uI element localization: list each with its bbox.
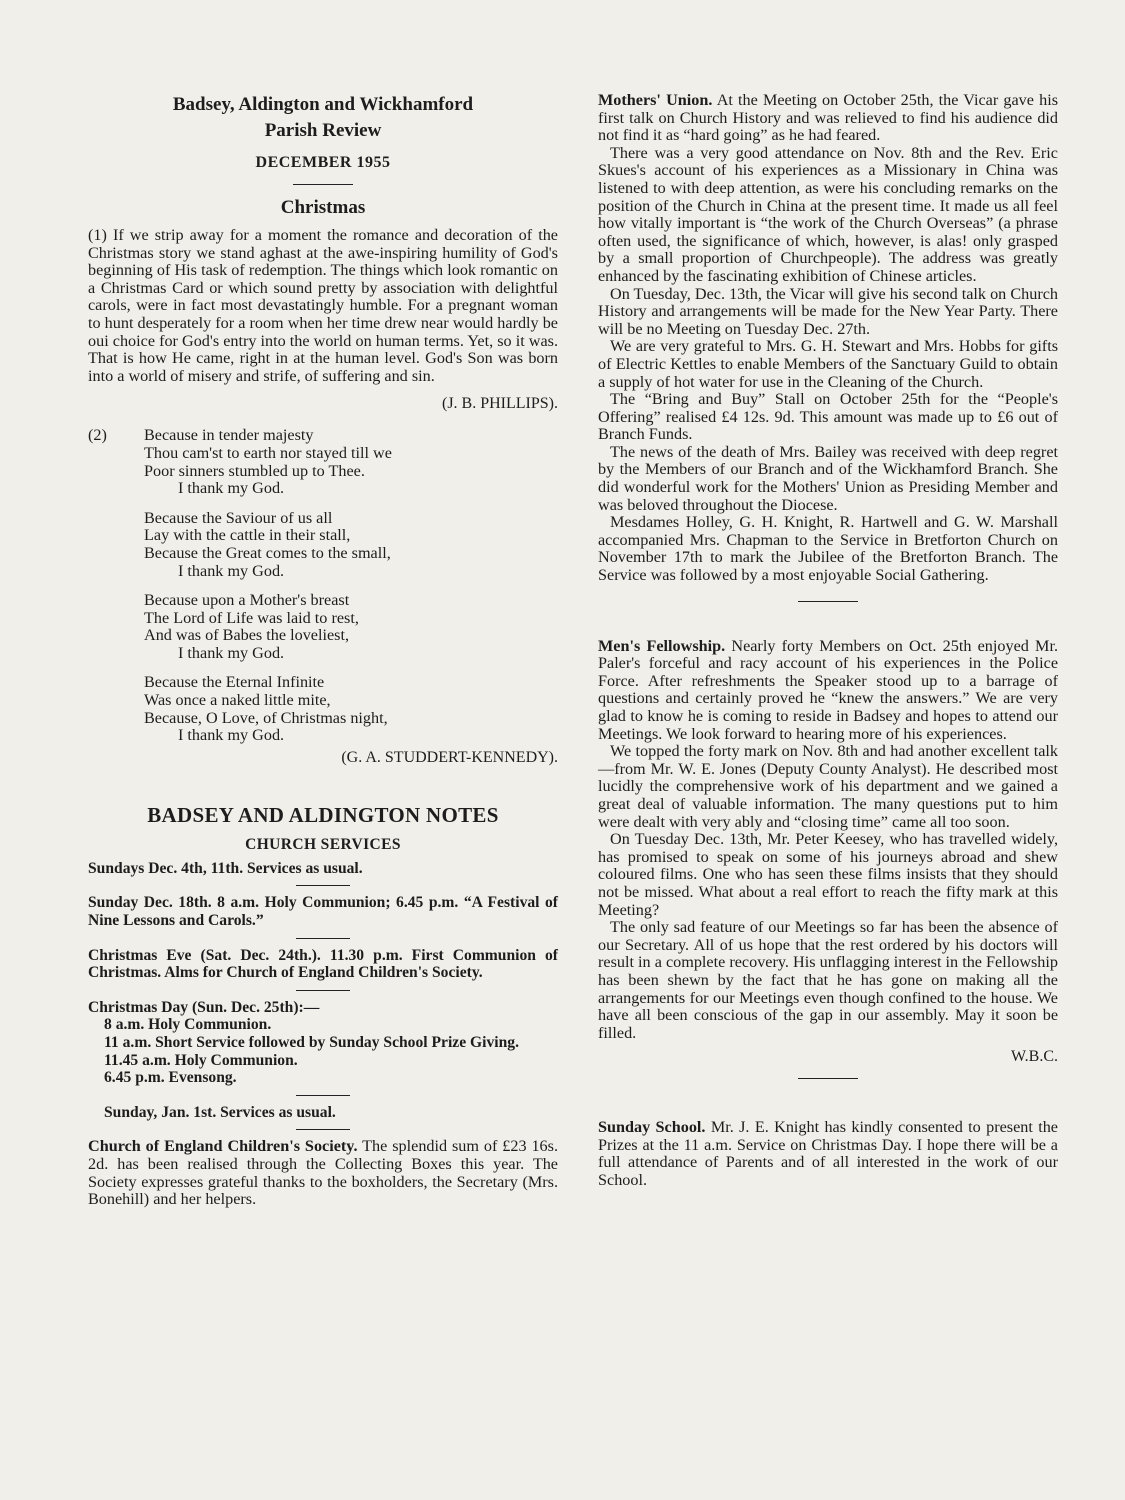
- poem-stanza: [144, 427, 392, 497]
- service-item: 8 a.m. Holy Communion.: [104, 1016, 272, 1034]
- poem-refrain: I thank my God.: [178, 726, 285, 745]
- poem-line: Because upon a Mother's breast: [144, 591, 350, 610]
- mothers-union-text: At the Meeting on October 25th, the Vicar gave his first talk on Church History and was relieved to find his audience did not find it as “hard going” as he had feared.: [598, 91, 1059, 145]
- christmas-paragraph: (1) If we strip away for a moment the romance and decoration of the Christmas story we stand aghast at the awe-inspiring humility of God's beginning of His task of redemption. The things which look romantic on a Christmas Card or which sound pretty by association with delightful carols, were in fact most devastatingly humble. For a pregnant woman to hunt desperately for a room when her time drew near would hardly be oui choice for God's entry into the world on human terms. Yet, so it was. That is how He came, right in at the human level. God's Son was born into a world of misery and strife, of suffering and sin.: [88, 226, 558, 385]
- mothers-union-para: [598, 92, 1058, 145]
- masthead-title-line1: Badsey, Aldington and Wickhamford: [172, 94, 474, 115]
- mens-fellowship-lead: Men's Fellowship.: [598, 636, 726, 655]
- poem-stanza: [144, 592, 392, 662]
- childrens-society-text: The splendid sum of £23 16s. 2d. has been realised through the Collecting Boxes this year. The Society expresses grateful thanks to the boxholders, the Secretary (Mrs. Bonehill) and her helpers.: [88, 1137, 558, 1209]
- notes-heading: BADSEY AND ALDINGTON NOTES: [147, 802, 499, 827]
- mothers-union-lead: Mothers' Union.: [598, 91, 713, 109]
- service-item: 11 a.m. Short Service followed by Sunday School Prize Giving.: [104, 1034, 519, 1051]
- poem-refrain: I thank my God.: [178, 479, 285, 498]
- signoff: W.B.C.: [1011, 1048, 1058, 1066]
- christmas-heading: Christmas: [280, 197, 366, 218]
- left-column: [88, 92, 558, 1209]
- service-item: 11.45 a.m. Holy Communion.: [104, 1051, 298, 1069]
- mens-fellowship-text: Nearly forty Members on Oct. 25th enjoyed Mr. Paler's forceful and racy account of his experiences in the Police Force. After refreshments the Speaker stood up to a barrage of questions and certainly proved he “knew the answers.” We are very glad to know he is coming to reside in Badsey and hopes to attend our Meetings. We look forward to hearing more of his experiences.: [598, 636, 1058, 743]
- mothers-union-para: The news of the death of Mrs. Bailey was received with deep regret by the Members of our Branch and of the Wickhamford Branch. She did wonderful work for the Mothers' Union as Presiding Member and was beloved throughout the Diocese.: [598, 442, 1058, 514]
- church-services-heading: CHURCH SERVICES: [245, 835, 401, 853]
- service-entry: Sunday, Jan. 1st. Services as usual.: [104, 1103, 336, 1121]
- phillips-attribution: (J. B. PHILLIPS).: [441, 395, 558, 413]
- divider: [296, 1129, 350, 1130]
- poem-refrain: I thank my God.: [178, 561, 285, 580]
- sunday-school-text: Mr. J. E. Knight has kindly consented to present the Prizes at the 11 a.m. Service on Christmas Day. I hope there will be a full attendance of Parents and of all interested in the work of our School.: [598, 1118, 1058, 1190]
- poem-number: (2): [88, 426, 107, 445]
- divider: [798, 1078, 858, 1079]
- mothers-union-para: On Tuesday, Dec. 13th, the Vicar will give his second talk on Church History and arrangements will be made for the New Year Party. There will be no Meeting on Tuesday Dec. 27th.: [598, 284, 1058, 338]
- sunday-school-lead: Sunday School.: [598, 1118, 706, 1137]
- childrens-society-lead: Church of England Children's Society.: [88, 1137, 358, 1156]
- poem-line: Poor sinners stumbled up to Thee.: [144, 461, 365, 480]
- divider: [296, 990, 350, 991]
- service-item: 6.45 p.m. Evensong.: [104, 1069, 237, 1087]
- mens-fellowship-para: The only sad feature of our Meetings so far has been the absence of our Secretary. All of us hope that the rest ordered by his doctors will result in a complete recovery. His unflagging interest in the Fellowship has been shewn by the fact that he has gone on making all the arrangements for our Meetings even though confined to the house. We have all been conscious of the gap in our assembly. May it soon be filled.: [598, 918, 1058, 1042]
- mens-fellowship-para: On Tuesday Dec. 13th, Mr. Peter Keesey, who has travelled widely, has promised to speak on some of his journeys abroad and shew coloured films. One who has seen these films insists that they should not be missed. What about a real effort to reach the fifty mark at this Meeting?: [598, 830, 1058, 919]
- mothers-union-para: We are very grateful to Mrs. G. H. Stewart and Mrs. Hobbs for gifts of Electric Kettles to enable Members of the Sanctuary Guild to obtain a supply of hot water for use in the Cleaning of the Church.: [598, 337, 1058, 391]
- mothers-union-para: There was a very good attendance on Nov. 8th and the Rev. Eric Skues's account of his experiences as a Missionary in China was listened to with deep attention, as were his concluding remarks on the position of the Church in China at the present time. It made us all feel how vitally important is “the work of the Church Overseas” (a phrase often used, the significance of which, however, is alas! only grasped by a small proportion of Churchpeople). The address was greatly enhanced by the fascinating exhibition of Chinese articles.: [598, 143, 1058, 285]
- divider: [296, 938, 350, 939]
- service-entry: Sunday Dec. 18th. 8 a.m. Holy Communion; 6.45 p.m. “A Festival of Nine Lessons and Carols.”: [88, 894, 558, 930]
- masthead-title-line2: Parish Review: [264, 120, 382, 141]
- mens-fellowship-para: We topped the forty mark on Nov. 8th and had another excellent talk—from Mr. W. E. Jones (Deputy County Analyst). He described most lucidly the comprehensive work of his department and we gained a great deal of valuable information. The many questions put to him were dealt with very ably and “closing time” came all too soon.: [598, 742, 1058, 831]
- mothers-union-para: The “Bring and Buy” Stall on October 25th for the “People's Offering” realised £4 12s. 9d. This amount was made up to £6 out of Branch Funds.: [598, 390, 1058, 444]
- poem-body: [144, 427, 392, 745]
- poem-line: Was once a naked little mite,: [144, 691, 331, 710]
- poem-line: And was of Babes the loveliest,: [144, 626, 349, 645]
- divider: [296, 1095, 350, 1096]
- poem-refrain: I thank my God.: [178, 643, 285, 662]
- divider: [296, 885, 350, 886]
- divider: [798, 601, 858, 602]
- poem-line: Because the Saviour of us all: [144, 508, 333, 527]
- mens-fellowship-para: [598, 638, 1058, 744]
- poem-line: Because in tender majesty: [144, 426, 314, 445]
- christmas-poem: [88, 427, 558, 745]
- poem-line: Because the Great comes to the small,: [144, 543, 391, 562]
- right-column: [598, 92, 1058, 1190]
- poem-stanza: [144, 674, 392, 744]
- poem-line: Because the Eternal Infinite: [144, 673, 325, 692]
- poem-line: The Lord of Life was laid to rest,: [144, 608, 359, 627]
- studdert-kennedy-attribution: (G. A. STUDDERT-KENNEDY).: [341, 748, 558, 766]
- service-entry: Sundays Dec. 4th, 11th. Services as usual.: [88, 859, 363, 877]
- christmas-day-services: [88, 999, 558, 1087]
- issue-date: DECEMBER 1955: [255, 154, 391, 171]
- service-entry-title: Christmas Day (Sun. Dec. 25th):—: [88, 998, 320, 1016]
- poem-line: Lay with the cattle in their stall,: [144, 526, 351, 545]
- poem-line: Because, O Love, of Christmas night,: [144, 708, 388, 727]
- mothers-union-para: Mesdames Holley, G. H. Knight, R. Hartwell and G. W. Marshall accompanied Mrs. Chapman to the Service in Bretforton Church on November 17th to mark the Jubilee of the Bretforton Branch. The Service was followed by a most enjoyable Social Gathering.: [598, 513, 1058, 585]
- divider: [293, 184, 353, 185]
- poem-stanza: [144, 510, 392, 580]
- sunday-school-para: [598, 1119, 1058, 1189]
- childrens-society-note: [88, 1138, 558, 1208]
- service-entry: Christmas Eve (Sat. Dec. 24th.). 11.30 p.m. First Communion of Christmas. Alms for Church of England Children's Society.: [88, 946, 558, 982]
- poem-line: Thou cam'st to earth nor stayed till we: [144, 443, 392, 462]
